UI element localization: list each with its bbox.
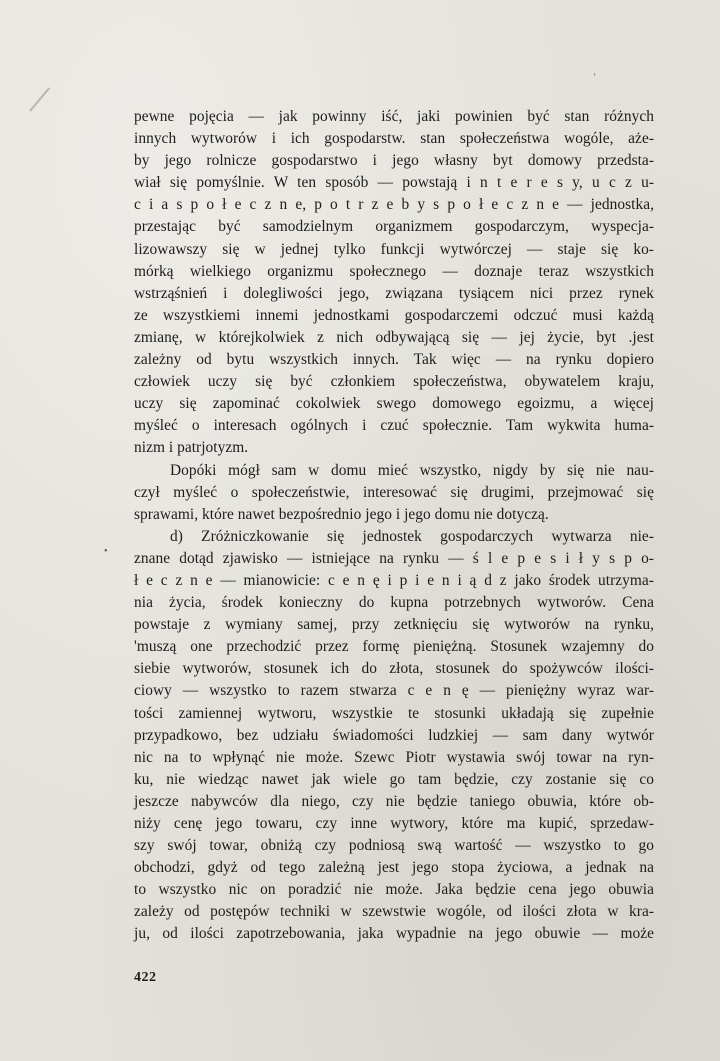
text-line: znane dotąd zjawisko — istniejące na rynku — ś l e p e s i ł y s p o-	[134, 549, 654, 567]
text-line: ze wszystkiemi innemi jednostkami gospodarczemi odczuć musi każdą	[134, 306, 654, 324]
text-line: zależny od bytu wszystkich innych. Tak więc — na rynku dopiero	[134, 351, 654, 369]
body-text	[134, 106, 654, 946]
text-line: ciowy — wszystko to razem stwarza c e n ę — pieniężny wyraz war-	[134, 682, 654, 700]
text-line: szy swój towar, obniżą czy podniosą swą wartość — wszystko to go	[134, 837, 654, 855]
text-line: c i a s p o ł e c z n e, p o t r z e b y s p o ł e c z n e — jednostka,	[134, 196, 654, 214]
text-line: mórką wielkiego organizmu społecznego — doznaje teraz wszystkich	[134, 262, 654, 280]
text-line: tości zamiennej wytworu, wszystkie te stosunki układają się zupełnie	[134, 704, 654, 722]
text-line: człowiek uczy się być członkiem społeczeństwa, obywatelem kraju,	[134, 373, 654, 391]
text-line: powstaje z wymiany samej, przy zetknięciu się wytworów na rynku,	[134, 616, 654, 634]
text-line: nia życia, środek konieczny do kupna potrzebnych wytworów. Cena	[134, 594, 654, 612]
text-line: ł e c z n e — mianowicie: c e n ę i p i e n i ą d z jako środek utrzyma-	[134, 571, 654, 589]
text-line: zależy od postępów techniki w szewstwie wogóle, od ilości złota w kra-	[134, 903, 654, 921]
text-line: wiał się pomyślnie. W ten sposób — powstają i n t e r e s y, u c z u-	[134, 174, 654, 192]
text-line: przypadkowo, bez udziału świadomości ludzkiej — sam dany wytwór	[134, 726, 654, 744]
text-line: nizm i patrjotyzm.	[134, 439, 249, 457]
text-line: zmianę, w którejkolwiek z nich odbywającą się — jej życie, byt .jest	[134, 328, 654, 346]
text-line: ju, od ilości zapotrzebowania, jaka wypadnie na jego obuwie — może	[134, 925, 654, 943]
text-line: d) Zróżniczkowanie się jednostek gospodarczych wytwarza nie-	[170, 527, 654, 545]
text-line: lizowawszy się w jednej tylko funkcji wytwórczej — staje się ko-	[134, 240, 654, 258]
text-line: myśleć o interesach ogólnych i czuć społecznie. Tam wykwita huma-	[134, 417, 654, 435]
text-line: by jego rolnicze gospodarstwo i jego własny byt domowy przedsta-	[134, 152, 654, 170]
pencil-mark	[29, 87, 50, 111]
text-line: sprawami, które nawet bezpośrednio jego i jego domu nie dotyczą.	[134, 505, 549, 523]
text-line: uczy się zapominać cokolwiek swego domowego egoizmu, a więcej	[134, 395, 654, 413]
text-line: to wszystko nic on poradzić nie może. Jaka będzie cena jego obuwia	[134, 881, 654, 899]
text-line: Dopóki mógł sam w domu mieć wszystko, nigdy by się nie nau-	[170, 461, 654, 479]
text-line: czył myśleć o społeczeństwie, interesować się drugimi, przejmować się	[134, 483, 654, 501]
text-line: siebie wytworów, stosunek ich do złota, stosunek do spożywców ilości-	[134, 660, 654, 678]
text-line: przestając być samodzielnym organizmem gospodarczym, wyspecja-	[134, 218, 654, 236]
page-number: 422	[134, 970, 157, 985]
text-line: pewne pojęcia — jak powinny iść, jaki powinien być stan różnych	[134, 108, 654, 125]
text-line: jeszcze nabywców dla niego, czy nie będzie taniego obuwia, które ob-	[134, 792, 654, 810]
text-line: nic na to wpłynąć nie może. Szewc Piotr wystawia swój towar na ryn-	[134, 748, 654, 766]
top-margin-mark: ʻ	[593, 72, 597, 83]
text-line: innych wytworów i ich gospodarstw. stan społeczeństwa wogóle, aże-	[134, 130, 654, 148]
text-line: ku, nie wiedząc nawet jak wiele go tam będzie, czy zostanie się co	[134, 770, 654, 788]
text-line: wstrząśnień i dolegliwości jego, związana tysiącem nici przez rynek	[134, 284, 654, 302]
text-line: obchodzi, gdyż od tego zależną jest jego stopa życiowa, a jednak na	[134, 859, 654, 877]
text-line: 'muszą one przechodzić przez formę pieniężną. Stosunek wzajemny do	[134, 638, 654, 656]
left-margin-mark: •	[104, 546, 108, 557]
text-line: niży cenę jego towaru, czy inne wytwory, które ma kupić, sprzedaw-	[134, 815, 654, 832]
